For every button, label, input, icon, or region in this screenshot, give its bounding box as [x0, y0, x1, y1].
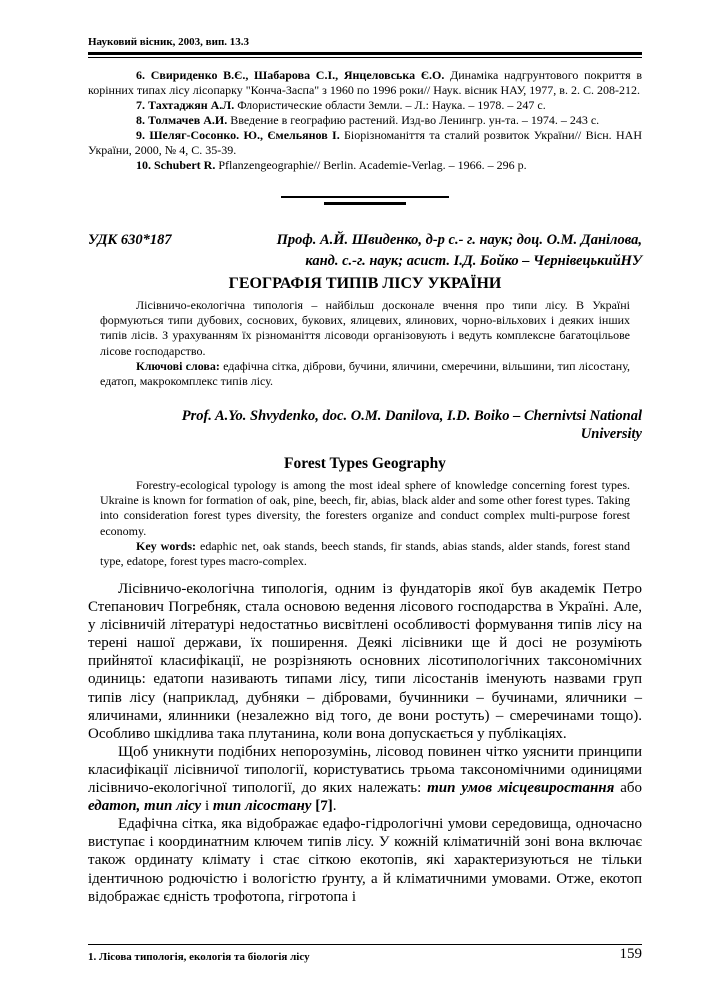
body-text [88, 580, 642, 906]
page-number: 159 [619, 946, 642, 962]
ref-authors: Schubert R. [154, 158, 216, 172]
header-rule [88, 52, 642, 55]
abstract-en-text: Forestry-ecological typology is among the most ideal sphere of knowledge concerning forest types. Ukraine is known for formation of oak, pine, beech, fir, abias, black alder and some other forest types. Taking into consideration forest types diversity, the foresters organize and conduct complex multi-purpose forest economy. [100, 478, 630, 538]
reference-list [88, 68, 642, 173]
ref-authors: Тахтаджян А.Л. [148, 98, 235, 112]
keywords-en-label: Key words: [136, 538, 196, 553]
ref-authors: Шеляг-Сосонко. Ю., Ємельянов І. [149, 128, 340, 142]
section-divider-bar [281, 196, 449, 198]
abstract-en [100, 478, 630, 569]
term-edatope-conditions: тип умов місцевиростання [427, 780, 615, 797]
body-paragraph [88, 743, 642, 815]
title-ua: ГЕОГРАФІЯ ТИПІВ ЛІСУ УКРАЇНИ [228, 275, 502, 292]
authors-en-line1: Prof. A.Yo. Shvydenko, doc. O.M. Danilova, I.D. Boiko – Chernivtsi National [181, 408, 642, 424]
body-run: Щоб уникнути подібних непорозумінь, лісовод повинен чітко уяснити принципи класифікації лісівничої типології, користуватись трьома таксономічними одиницями лісівничо-екологічної типології, до яких належать: [88, 743, 642, 797]
ref-authors: Свириденко В.Є., Шабарова С.І., Янцеловська Є.О. [150, 68, 445, 82]
reference-item [88, 98, 642, 113]
abstract-ua [100, 298, 630, 389]
ref-text: Біорізноманіття та сталий розвиток України// Вісн. НАН України, 2000, № 4, С. 35-39. [88, 128, 643, 157]
section-divider-bar [324, 202, 406, 205]
reference-item [88, 128, 642, 158]
keywords-ua-label: Ключові слова: [136, 358, 220, 373]
ref-num: 7. [136, 98, 145, 112]
keywords-en [100, 539, 630, 569]
authors-en-line2: University [580, 426, 642, 442]
citation-ref: [7] [311, 798, 333, 815]
keywords-ua-text: едафічна сітка, діброви, бучини, яличини, смеречини, вільшини, тип лісостану, едатоп, макрокомплекс типів лісу. [100, 358, 630, 389]
ref-num: 9. [136, 128, 145, 142]
ref-authors: Толмачев А.И. [148, 113, 228, 127]
title-en: Forest Types Geography [284, 455, 446, 472]
reference-item [88, 158, 642, 173]
authors-ua-line1: Проф. А.Й. Швиденко, д-р с.- г. наук; доц. О.М. Данілова, [276, 232, 642, 248]
body-run: і [201, 798, 213, 815]
term-stand-type: тип лісостану [212, 798, 312, 815]
body-run: . [332, 798, 337, 815]
footer-rule [88, 944, 642, 945]
ref-num: 6. [136, 68, 145, 82]
ref-num: 10. [136, 158, 151, 172]
header-rule-thin [88, 57, 642, 58]
ref-num: 8. [136, 113, 145, 127]
authors-en [88, 407, 642, 443]
ref-text: Pflanzengeographie// Berlin. Academie-Verlag. – 1966. – 296 р. [215, 158, 527, 172]
keywords-ua [100, 359, 630, 389]
ref-text: Флористические области Земли. – Л.: Наука. – 1978. – 247 с. [234, 98, 546, 112]
ref-text: Введение в географию растений. Изд-во Ленингр. ун-та. – 1974. – 243 с. [227, 113, 600, 127]
running-header: Науковий вісник, 2003, вип. 13.3 [88, 36, 250, 48]
abstract-ua-text: Лісівничо-екологічна типологія – найбільш досконале вчення про типи лісу. В Україні формуються типи дубових, соснових, букових, ялицевих, ялинових, чорно-вільхових і деяких інших типів лісів. З урахуванням їх різноманіття лісоводи організовують і ведуть комплексне багатоцільове лісове господарство. [100, 298, 630, 358]
footer-section-title: 1. Лісова типологія, екологія та біологія лісу [88, 951, 310, 963]
body-paragraph: Лісівничо-екологічна типологія, одним із фундаторів якої був академік Петро Степанович Погребняк, стала основою ведення лісового господарства в Україні. Але, у лісівничій літературі недостатньо висвітлені особливості формування типів лісу на терені нашої держави, їх поширення. Деякі лісівники ще й досі не розуміють прийнятої класифікації, не розрізняють основних лісотипологічних таксономічних одиниць: едатопи називають типами лісу, типи лісостанів іменують назвами груп типів лісу (наприклад, дубняки – дібровами, бучинники – бучинами, яличники – яличинами, ялинники (незалежно від того, де вони ростуть) – смеречинами тощо). Особливо шкідлива така плутанина, коли вона допускається у публікаціях. [88, 581, 642, 742]
udk-code: УДК 630*187 [88, 232, 172, 248]
keywords-en-text: edaphic net, oak stands, beech stands, fir stands, abias stands, alder stands, forest stand type, edatope, forest types macro-complex. [100, 538, 630, 569]
ref-text: Динаміка надгрунтового покриття в корінних типах лісу лісопарку "Конча-Заспа" з 1960 по 1996 роки// Наук. вісник НАУ, 1977, в. 2. С. 208-212. [88, 68, 643, 97]
reference-item [88, 113, 642, 128]
reference-item [88, 68, 642, 98]
term-forest-type: едатоп, тип лісу [88, 798, 202, 815]
body-run: або [614, 780, 642, 797]
authors-ua-line2: канд. с.-г. наук; асист. І.Д. Бойко – ЧернівецькийНУ [305, 253, 642, 269]
body-paragraph: Едафічна сітка, яка відображає едафо-гідрологічні умови середовища, одночасно виступає і координатним ключем типів лісу. У кожній кліматичній зоні вона включає також ординату клімату і стає сіткою екотопів, які характеризуються не тільки ідентичною родючістю і вологістю ґрунту, а й кліматичними умовами. Отже, екотоп відображає єдність трофотопа, гігротопа і [88, 816, 642, 905]
